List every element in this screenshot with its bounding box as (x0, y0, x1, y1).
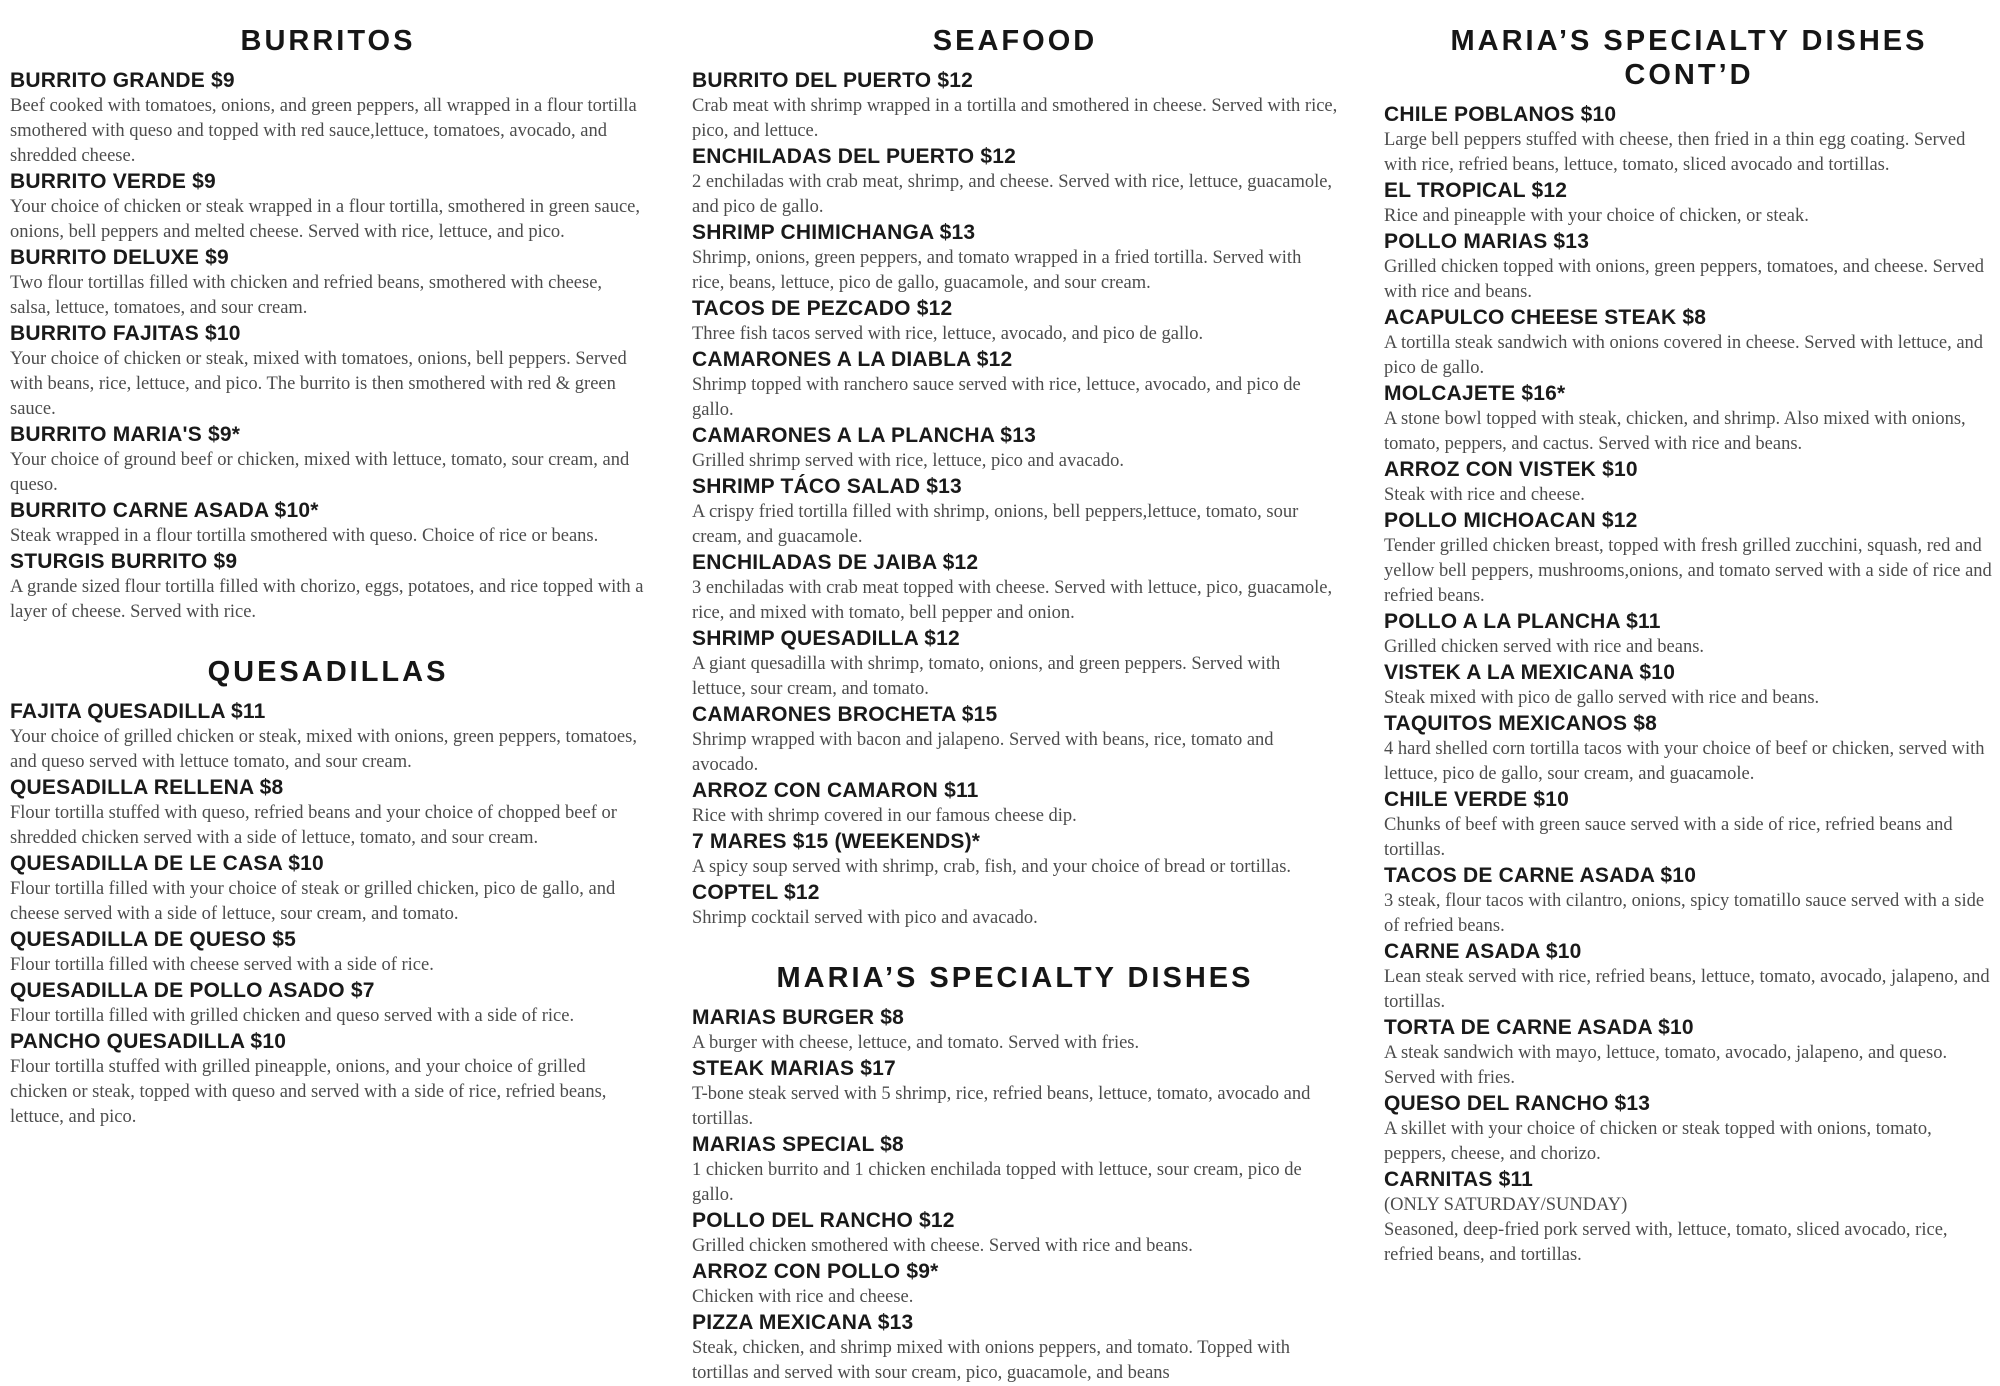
item-name: TAQUITOS MEXICANOS $8 (1384, 712, 1657, 735)
menu-item (692, 880, 1338, 931)
menu-item (1384, 787, 1994, 863)
item-name: FAJITA QUESADILLA $11 (10, 700, 266, 723)
item-name: TACOS DE PEZCADO $12 (692, 297, 953, 320)
menu-item (692, 144, 1338, 220)
item-description: Your choice of grilled chicken or steak, mixed with onions, green peppers, tomatoes, and queso served with lettuce tomato, and sour cream. (10, 727, 637, 772)
item-description: 3 steak, flour tacos with cilantro, onions, spicy tomatillo sauce served with a side of refried beans. (1384, 891, 1985, 936)
item-description: Steak mixed with pico de gallo served with rice and beans. (1384, 688, 1820, 708)
item-name: SHRIMP CHIMICHANGA $13 (692, 221, 976, 244)
item-name: ARROZ CON POLLO $9* (692, 1260, 939, 1283)
menu-item (10, 978, 646, 1029)
menu-item (692, 220, 1338, 296)
menu-item (10, 699, 646, 775)
menu-item (1384, 457, 1994, 508)
item-description: Flour tortilla filled with grilled chicken and queso served with a side of rice. (10, 1006, 575, 1026)
menu-item (692, 296, 1338, 347)
menu-item (1384, 178, 1994, 229)
menu-item (10, 498, 646, 549)
item-name: QUESADILLA DE LE CASA $10 (10, 852, 324, 875)
item-description: A crispy fried tortilla filled with shrimp, onions, bell peppers,lettuce, tomato, sour cream, and guacamole. (692, 502, 1299, 547)
menu-item (692, 474, 1338, 550)
menu-item (10, 169, 646, 245)
item-description: Flour tortilla filled with your choice of steak or grilled chicken, pico de gallo, and cheese served with a side of lettuce, sour cream, and tomato. (10, 879, 616, 924)
menu-item (692, 1005, 1338, 1056)
item-description: T-bone steak served with 5 shrimp, rice, refried beans, lettuce, tomato, avocado and tortillas. (692, 1084, 1311, 1129)
item-name: BURRITO CARNE ASADA $10* (10, 499, 319, 522)
item-note: (ONLY SATURDAY/SUNDAY) (1384, 1195, 1628, 1215)
menu-item (692, 1132, 1338, 1208)
item-description: A steak sandwich with mayo, lettuce, tomato, avocado, jalapeno, and queso. Served with fries. (1384, 1043, 1948, 1088)
menu-column-1 (10, 24, 646, 1386)
menu-item (692, 347, 1338, 423)
item-description: Seasoned, deep-fried pork served with, lettuce, tomato, sliced avocado, rice, refried beans, and tortillas. (1384, 1220, 1948, 1265)
menu-item (692, 550, 1338, 626)
menu-item (10, 245, 646, 321)
item-name: CAMARONES BROCHETA $15 (692, 703, 998, 726)
item-description: A spicy soup served with shrimp, crab, fish, and your choice of bread or tortillas. (692, 857, 1292, 877)
item-name: ARROZ CON CAMARON $11 (692, 779, 979, 802)
item-description: A tortilla steak sandwich with onions covered in cheese. Served with lettuce, and pico de gallo. (1384, 333, 1984, 378)
menu-item (1384, 1015, 1994, 1091)
item-description: 3 enchiladas with crab meat topped with cheese. Served with lettuce, pico, guacamole, rice, and mixed with tomato, bell pepper and onion. (692, 578, 1333, 623)
item-name: TORTA DE CARNE ASADA $10 (1384, 1016, 1694, 1039)
item-name: CAMARONES A LA DIABLA $12 (692, 348, 1013, 371)
item-name: STURGIS BURRITO $9 (10, 550, 238, 573)
menu-item (10, 68, 646, 169)
item-description: Flour tortilla stuffed with grilled pineapple, onions, and your choice of grilled chicken or steak, topped with queso and served with a side of rice, refried beans, lettuce, and pico. (10, 1057, 607, 1127)
item-description: Steak, chicken, and shrimp mixed with onions peppers, and tomato. Topped with tortillas and served with sour cream, pico, guacamole, and beans (692, 1338, 1290, 1383)
item-description: Grilled chicken topped with onions, green peppers, tomatoes, and cheese. Served with rice and beans. (1384, 257, 1985, 302)
item-description: Grilled chicken smothered with cheese. Served with rice and beans. (692, 1236, 1193, 1256)
section-title: BURRITOS (240, 25, 416, 57)
item-name: ARROZ CON VISTEK $10 (1384, 458, 1638, 481)
menu-item (1384, 711, 1994, 787)
menu-item (1384, 609, 1994, 660)
menu-item (1384, 381, 1994, 457)
item-description: Your choice of chicken or steak wrapped in a flour tortilla, smothered in green sauce, onions, bell peppers and melted cheese. Served with rice, lettuce, and pico. (10, 197, 640, 242)
menu-item (692, 829, 1338, 880)
menu-item (10, 321, 646, 422)
item-name: TACOS DE CARNE ASADA $10 (1384, 864, 1697, 887)
item-name: QUESADILLA DE POLLO ASADO $7 (10, 979, 375, 1002)
section-title: MARIA’S SPECIALTY DISHES (776, 962, 1254, 994)
item-description: Rice and pineapple with your choice of chicken, or steak. (1384, 206, 1809, 226)
item-name: PANCHO QUESADILLA $10 (10, 1030, 287, 1053)
menu-column-3 (1384, 24, 1994, 1386)
menu-item (1384, 508, 1994, 609)
item-description: Flour tortilla stuffed with queso, refried beans and your choice of chopped beef or shredded chicken served with a side of lettuce, tomato, and sour cream. (10, 803, 617, 848)
item-name: QUESADILLA DE QUESO $5 (10, 928, 297, 951)
item-description: Crab meat with shrimp wrapped in a tortilla and smothered in cheese. Served with rice, pico, and lettuce. (692, 96, 1338, 141)
menu-item (692, 423, 1338, 474)
item-name: 7 MARES $15 (WEEKENDS)* (692, 830, 981, 853)
item-name: QUESADILLA RELLENA $8 (10, 776, 284, 799)
item-name: BURRITO VERDE $9 (10, 170, 216, 193)
menu-item (1384, 102, 1994, 178)
item-description: Steak with rice and cheese. (1384, 485, 1585, 505)
item-name: CHILE POBLANOS $10 (1384, 103, 1617, 126)
item-name: BURRITO GRANDE $9 (10, 69, 235, 92)
menu-item (1384, 305, 1994, 381)
item-name: BURRITO DELUXE $9 (10, 246, 229, 269)
menu-section-maria-s-specialty-dishes-cont-d (1384, 24, 1994, 1268)
item-description: Lean steak served with rice, refried beans, lettuce, tomato, avocado, jalapeno, and tortillas. (1384, 967, 1990, 1012)
menu-item (10, 1029, 646, 1130)
menu-item (692, 1310, 1338, 1386)
item-name: CARNE ASADA $10 (1384, 940, 1582, 963)
item-name: SHRIMP QUESADILLA $12 (692, 627, 960, 650)
menu-section-burritos (10, 24, 646, 625)
item-description: Shrimp topped with ranchero sauce served with rice, lettuce, avocado, and pico de gallo. (692, 375, 1301, 420)
menu-item (692, 68, 1338, 144)
item-description: Beef cooked with tomatoes, onions, and green peppers, all wrapped in a flour tortilla smothered with queso and topped with red sauce,lettuce, tomatoes, avocado, and shredded cheese. (10, 96, 637, 166)
item-description: Chunks of beef with green sauce served with a side of rice, refried beans and tortillas. (1384, 815, 1953, 860)
menu-column-2 (692, 24, 1338, 1386)
item-description: 4 hard shelled corn tortilla tacos with your choice of beef or chicken, served with lettuce, pico de gallo, sour cream, and guacamole. (1384, 739, 1985, 784)
menu-item (692, 1259, 1338, 1310)
menu-item (10, 549, 646, 625)
item-name: ENCHILADAS DEL PUERTO $12 (692, 145, 1016, 168)
item-description: 1 chicken burrito and 1 chicken enchilada topped with lettuce, sour cream, pico de gallo. (692, 1160, 1302, 1205)
item-name: QUESO DEL RANCHO $13 (1384, 1092, 1651, 1115)
item-name: POLLO A LA PLANCHA $11 (1384, 610, 1661, 633)
item-description: Chicken with rice and cheese. (692, 1287, 914, 1307)
item-description: A skillet with your choice of chicken or steak topped with onions, tomato, peppers, cheese, and chorizo. (1384, 1119, 1932, 1164)
item-description: Your choice of ground beef or chicken, mixed with lettuce, tomato, sour cream, and queso. (10, 450, 630, 495)
item-description: Flour tortilla filled with cheese served with a side of rice. (10, 955, 434, 975)
item-description: Grilled shrimp served with rice, lettuce, pico and avacado. (692, 451, 1125, 471)
menu-item (10, 927, 646, 978)
item-description: Large bell peppers stuffed with cheese, then fried in a thin egg coating. Served with rice, refried beans, lettuce, tomato, sliced avocado and tortillas. (1384, 130, 1966, 175)
item-name: COPTEL $12 (692, 881, 820, 904)
menu-item (10, 422, 646, 498)
menu-section-seafood (692, 24, 1338, 931)
item-description: Two flour tortillas filled with chicken and refried beans, smothered with cheese, salsa, lettuce, tomatoes, and sour cream. (10, 273, 603, 318)
menu-item (692, 626, 1338, 702)
item-description: A giant quesadilla with shrimp, tomato, onions, and green peppers. Served with lettuce, sour cream, and tomato. (692, 654, 1281, 699)
item-name: POLLO MARIAS $13 (1384, 230, 1590, 253)
item-description: A stone bowl topped with steak, chicken, and shrimp. Also mixed with onions, tomato, peppers, and cactus. Served with rice and beans. (1384, 409, 1966, 454)
item-description: Shrimp wrapped with bacon and jalapeno. Served with beans, rice, tomato and avocado. (692, 730, 1274, 775)
menu-item (692, 1056, 1338, 1132)
item-name: SHRIMP TÁCO SALAD $13 (692, 475, 962, 498)
item-name: BURRITO FAJITAS $10 (10, 322, 241, 345)
item-name: ENCHILADAS DE JAIBA $12 (692, 551, 979, 574)
menu-item (10, 775, 646, 851)
item-name: CHILE VERDE $10 (1384, 788, 1570, 811)
menu-item (10, 851, 646, 927)
item-name: EL TROPICAL $12 (1384, 179, 1568, 202)
item-name: POLLO DEL RANCHO $12 (692, 1209, 955, 1232)
menu-item (1384, 1167, 1994, 1268)
section-title: SEAFOOD (932, 25, 1098, 57)
item-description: Rice with shrimp covered in our famous cheese dip. (692, 806, 1077, 826)
item-description: Grilled chicken served with rice and beans. (1384, 637, 1705, 657)
item-name: PIZZA MEXICANA $13 (692, 1311, 914, 1334)
item-description: Shrimp, onions, green peppers, and tomato wrapped in a fried tortilla. Served with rice, beans, lettuce, pico de gallo, guacamole, and sour cream. (692, 248, 1302, 293)
item-name: ACAPULCO CHEESE STEAK $8 (1384, 306, 1707, 329)
item-name: MARIAS SPECIAL $8 (692, 1133, 904, 1156)
menu-section-quesadillas (10, 655, 646, 1130)
item-description: Tender grilled chicken breast, topped with fresh grilled zucchini, squash, red and yellow bell peppers, mushrooms,onions, and tomato served with a side of rice and refried beans. (1384, 536, 1992, 606)
menu-section-maria-s-specialty-dishes (692, 961, 1338, 1386)
menu-item (1384, 863, 1994, 939)
menu-item (1384, 1091, 1994, 1167)
item-description: Your choice of chicken or steak, mixed with tomatoes, onions, bell peppers. Served with beans, rice, lettuce, and pico. The burrito is then smothered with red & green sauce. (10, 349, 627, 419)
item-description: Three fish tacos served with rice, lettuce, avocado, and pico de gallo. (692, 324, 1204, 344)
item-name: STEAK MARIAS $17 (692, 1057, 896, 1080)
menu-item (1384, 939, 1994, 1015)
item-description: 2 enchiladas with crab meat, shrimp, and cheese. Served with rice, lettuce, guacamole, and pico de gallo. (692, 172, 1333, 217)
menu-item (692, 1208, 1338, 1259)
item-description: Steak wrapped in a flour tortilla smothered with queso. Choice of rice or beans. (10, 526, 599, 546)
section-title: MARIA’S SPECIALTY DISHES CONT’D (1450, 25, 1928, 91)
item-description: A grande sized flour tortilla filled with chorizo, eggs, potatoes, and rice topped with a layer of cheese. Served with rice. (10, 577, 644, 622)
item-name: CAMARONES A LA PLANCHA $13 (692, 424, 1036, 447)
item-name: BURRITO MARIA'S $9* (10, 423, 241, 446)
item-name: MARIAS BURGER $8 (692, 1006, 905, 1029)
menu-item (1384, 660, 1994, 711)
item-name: MOLCAJETE $16* (1384, 382, 1566, 405)
section-title: QUESADILLAS (207, 656, 449, 688)
menu-item (692, 702, 1338, 778)
item-name: CARNITAS $11 (1384, 1168, 1534, 1191)
item-name: POLLO MICHOACAN $12 (1384, 509, 1638, 532)
item-description: Shrimp cocktail served with pico and avacado. (692, 908, 1038, 928)
menu-item (1384, 229, 1994, 305)
item-name: VISTEK A LA MEXICANA $10 (1384, 661, 1676, 684)
item-description: A burger with cheese, lettuce, and tomato. Served with fries. (692, 1033, 1140, 1053)
item-name: BURRITO DEL PUERTO $12 (692, 69, 973, 92)
menu-item (692, 778, 1338, 829)
